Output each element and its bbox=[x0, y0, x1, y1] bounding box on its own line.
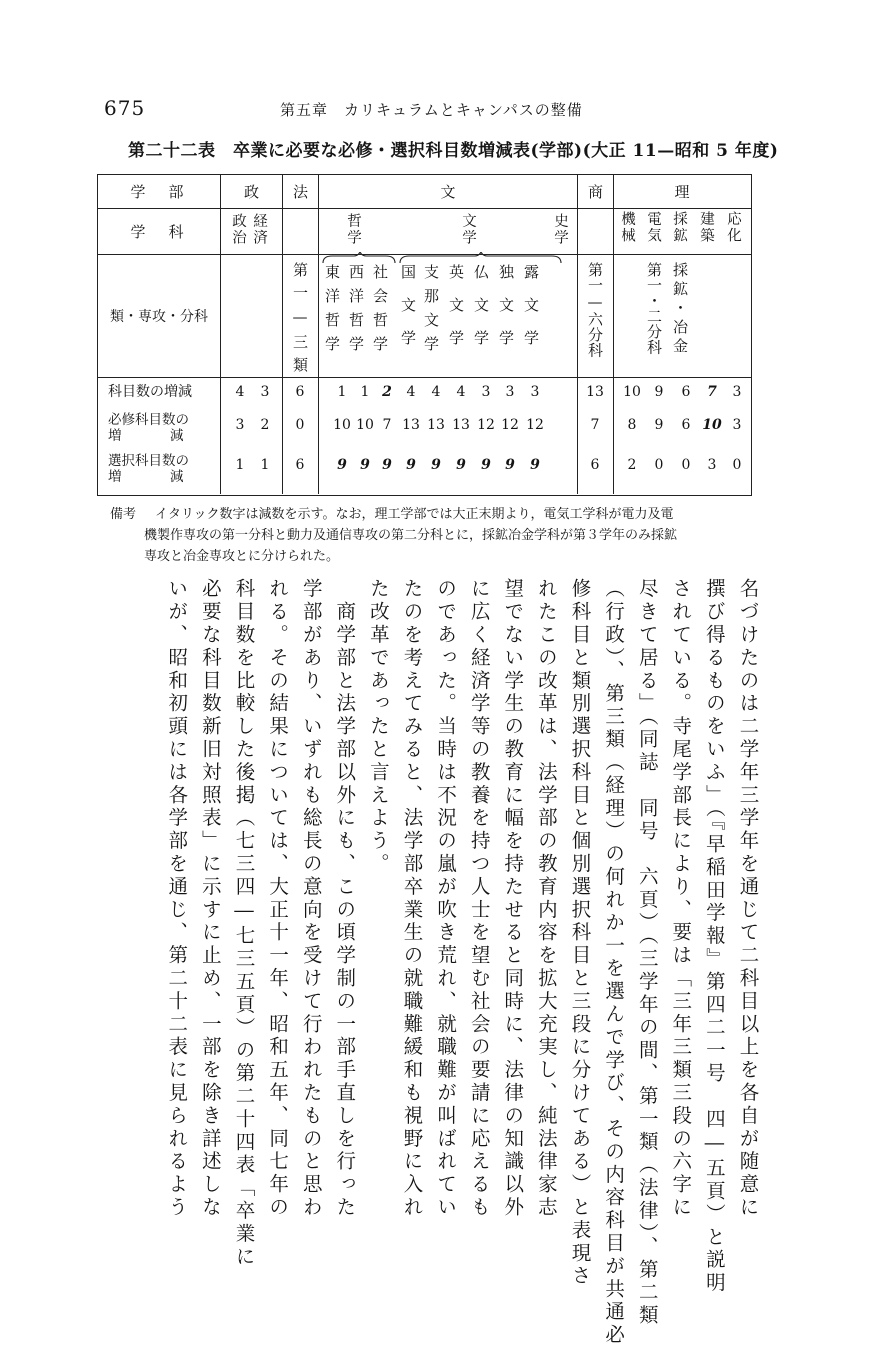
body-column: 必要な科目数新旧対照表」に示すに止め、一部を除き詳述しな bbox=[198, 578, 222, 1220]
table-cell: 3 bbox=[732, 384, 742, 400]
table-cell: 4 bbox=[406, 384, 416, 400]
body-column: 修科目と類別選択科目と個別選択科目と三段に分けてある）と表現さ bbox=[568, 578, 592, 1288]
table-cell: 10 bbox=[702, 417, 722, 433]
table-cell: 3 bbox=[235, 417, 245, 433]
subdiv-bun-3: 英文学 bbox=[447, 264, 465, 363]
dept-kenchiku: 建築 bbox=[698, 211, 714, 244]
subdiv-ho: 第一—三類 bbox=[291, 262, 309, 380]
table-cell: 2 bbox=[627, 457, 637, 473]
table-cell: 13 bbox=[586, 384, 604, 400]
subdiv-bun-6: 露文学 bbox=[522, 264, 540, 363]
table-cell: 4 bbox=[456, 384, 466, 400]
table-rule bbox=[282, 175, 283, 494]
header-gakka: 学 科 bbox=[130, 223, 188, 241]
faculty-sho: 商 bbox=[587, 183, 603, 201]
table-cell: 8 bbox=[627, 417, 637, 433]
body-column: 学部があり、いずれも総長の意向を受けて行われたものと思わ bbox=[299, 578, 323, 1220]
note-label: 備考 bbox=[110, 507, 137, 522]
table-title: 第二十二表 卒業に必要な必修・選択科目数増減表(学部)(大正 11—昭和 5 年度) bbox=[128, 141, 779, 161]
subdiv-bun-4: 仏文学 bbox=[472, 264, 490, 363]
row-label-elective: 選択科目数の bbox=[108, 453, 189, 469]
table-cell: 0 bbox=[681, 457, 691, 473]
table-cell: 12 bbox=[477, 417, 495, 433]
table-cell: 13 bbox=[452, 417, 470, 433]
table-cell: 9 bbox=[406, 457, 416, 473]
table-cell: 12 bbox=[501, 417, 519, 433]
row-label-required-2: 増 減 bbox=[108, 428, 186, 444]
table-rule bbox=[98, 377, 751, 378]
dept-denki: 電気 bbox=[645, 211, 661, 244]
dept-kikai: 機械 bbox=[619, 211, 635, 244]
table-cell: 10 bbox=[623, 384, 641, 400]
table-rule bbox=[577, 175, 578, 494]
dept-tetsugaku: 哲学 bbox=[345, 213, 361, 246]
dept-seiji: 政治 bbox=[230, 213, 246, 246]
table-cell: 13 bbox=[402, 417, 420, 433]
table-cell: 9 bbox=[481, 457, 491, 473]
table-cell: 2 bbox=[260, 417, 270, 433]
table-cell: 1 bbox=[360, 384, 370, 400]
header-gakubu: 学 部 bbox=[130, 183, 188, 201]
body-column: れる。その結果については、大正十一年、昭和五年、同七年の bbox=[266, 578, 290, 1220]
row-label-elective-2: 増 減 bbox=[108, 469, 186, 485]
body-column: 科目数を比較した後掲（七三四―七三五頁）の第二十四表「卒業に bbox=[232, 578, 256, 1269]
table-cell: 0 bbox=[295, 417, 305, 433]
subdiv-bun-2: 支那文学 bbox=[422, 264, 440, 360]
subdiv-sho: 第一—六分科 bbox=[586, 262, 604, 358]
table-cell: 7 bbox=[590, 417, 600, 433]
running-head: 第五章 カリキュラムとキャンパスの整備 bbox=[280, 101, 583, 119]
body-column: れたこの改革は、法学部の教育内容を拡大充実し、純法律家志 bbox=[534, 578, 558, 1220]
body-column: に広く経済学等の教養を持つ人士を望む社会の要請に応えるも bbox=[467, 578, 491, 1220]
dept-bungaku: 文学 bbox=[460, 213, 476, 246]
body-column: 尽きて居る」（同誌 同号 六頁）（三学年の間、第一類（法律）、第二類 bbox=[635, 578, 659, 1328]
faculty-ho: 法 bbox=[292, 183, 308, 201]
faculty-bun: 文 bbox=[440, 183, 456, 201]
table-cell: 1 bbox=[260, 457, 270, 473]
body-column: 望でない学生の教育に幅を持たせると同時に、法律の知識以外 bbox=[501, 578, 525, 1220]
subdiv-ri-denki: 第一・二分科 bbox=[645, 262, 663, 355]
dept-shigaku: 史学 bbox=[552, 213, 568, 246]
subdiv-tetsu-3: 社会哲学 bbox=[371, 264, 389, 360]
table-cell: 9 bbox=[431, 457, 441, 473]
body-column: た改革であったと言えよう。 bbox=[366, 578, 390, 876]
table-cell: 9 bbox=[382, 457, 392, 473]
table-cell: 9 bbox=[654, 417, 664, 433]
table-cell: 9 bbox=[505, 457, 515, 473]
table-cell: 9 bbox=[360, 457, 370, 473]
subdiv-tetsu-2: 西洋哲学 bbox=[347, 264, 365, 360]
table-cell: 3 bbox=[530, 384, 540, 400]
body-column: 名づけたのは二学年三学年を通じて二科目以上を各自が随意に bbox=[736, 578, 760, 1220]
table-rule bbox=[613, 175, 614, 494]
dept-ouka: 応化 bbox=[725, 211, 741, 244]
row-label-change: 科目数の増減 bbox=[108, 384, 192, 400]
table-cell: 0 bbox=[654, 457, 664, 473]
faculty-ri: 理 bbox=[674, 183, 690, 201]
note-line-3: 専攻と冶金専攻とに分けられた。 bbox=[144, 549, 340, 564]
table-cell: 3 bbox=[732, 417, 742, 433]
table-cell: 13 bbox=[427, 417, 445, 433]
table-cell: 6 bbox=[295, 384, 305, 400]
note-line-1: イタリック数字は減数を示す。なお，理工学部では大正末期より，電気工学科が電力及電 bbox=[155, 507, 674, 522]
table-cell: 9 bbox=[530, 457, 540, 473]
table-cell: 6 bbox=[295, 457, 305, 473]
faculty-sei: 政 bbox=[243, 183, 259, 201]
body-column: 撰び得るものをいふ」（『早稲田学報』第四二一号 四―五頁）と説明 bbox=[702, 578, 726, 1295]
table-cell: 2 bbox=[382, 384, 392, 400]
subdiv-ri-saiko: 採鉱・冶金 bbox=[671, 262, 689, 357]
table-cell: 10 bbox=[356, 417, 374, 433]
note-line-2: 機製作専攻の第一分科と動力及通信専攻の第二分科とに，採鉱冶金学科が第３学年のみ採鉱 bbox=[144, 528, 678, 543]
body-column: いが、昭和初頭には各学部を通じ、第二十二表に見られるよう bbox=[165, 578, 189, 1220]
body-column: されている。寺尾学部長により、要は「三年三類三段の六字に bbox=[669, 578, 693, 1220]
body-column: のであった。当時は不況の嵐が吹き荒れ、就職難が叫ばれてい bbox=[434, 578, 458, 1220]
table-rule bbox=[318, 175, 319, 494]
table-cell: 9 bbox=[654, 384, 664, 400]
table-cell: 9 bbox=[337, 457, 347, 473]
table-cell: 1 bbox=[337, 384, 347, 400]
table-cell: 0 bbox=[732, 457, 742, 473]
page-number: 675 bbox=[104, 96, 146, 120]
subdiv-bun-5: 独文学 bbox=[497, 264, 515, 363]
table-cell: 12 bbox=[526, 417, 544, 433]
subdiv-bun-1: 国文学 bbox=[399, 264, 417, 363]
body-column: 商学部と法学部以外にも、この頃学制の一部手直しを行った bbox=[333, 578, 357, 1220]
table-cell: 3 bbox=[707, 457, 717, 473]
table-cell: 10 bbox=[333, 417, 351, 433]
dept-saiko: 採鉱 bbox=[671, 211, 687, 244]
row-label-required: 必修科目数の bbox=[108, 412, 189, 428]
table-cell: 3 bbox=[260, 384, 270, 400]
table-cell: 3 bbox=[481, 384, 491, 400]
table-cell: 6 bbox=[681, 384, 691, 400]
body-column: たのを考えてみると、法学部卒業生の就職難緩和も視野に入れ bbox=[400, 578, 424, 1220]
header-bunka: 類・専攻・分科 bbox=[110, 309, 208, 325]
table-cell: 6 bbox=[681, 417, 691, 433]
table-cell: 1 bbox=[235, 457, 245, 473]
table-cell: 7 bbox=[707, 384, 717, 400]
table-cell: 4 bbox=[431, 384, 441, 400]
table-cell: 4 bbox=[235, 384, 245, 400]
table-cell: 3 bbox=[505, 384, 515, 400]
body-column: （行政）、第三類（経理）の何れか一を選んで学び、その内容科目が共通必 bbox=[602, 578, 626, 1347]
dept-keizai: 経済 bbox=[251, 213, 267, 246]
subdiv-tetsu-1: 東洋哲学 bbox=[323, 264, 341, 360]
table-cell: 6 bbox=[590, 457, 600, 473]
table-rule bbox=[220, 175, 221, 494]
table-cell: 7 bbox=[382, 417, 392, 433]
table-cell: 9 bbox=[456, 457, 466, 473]
